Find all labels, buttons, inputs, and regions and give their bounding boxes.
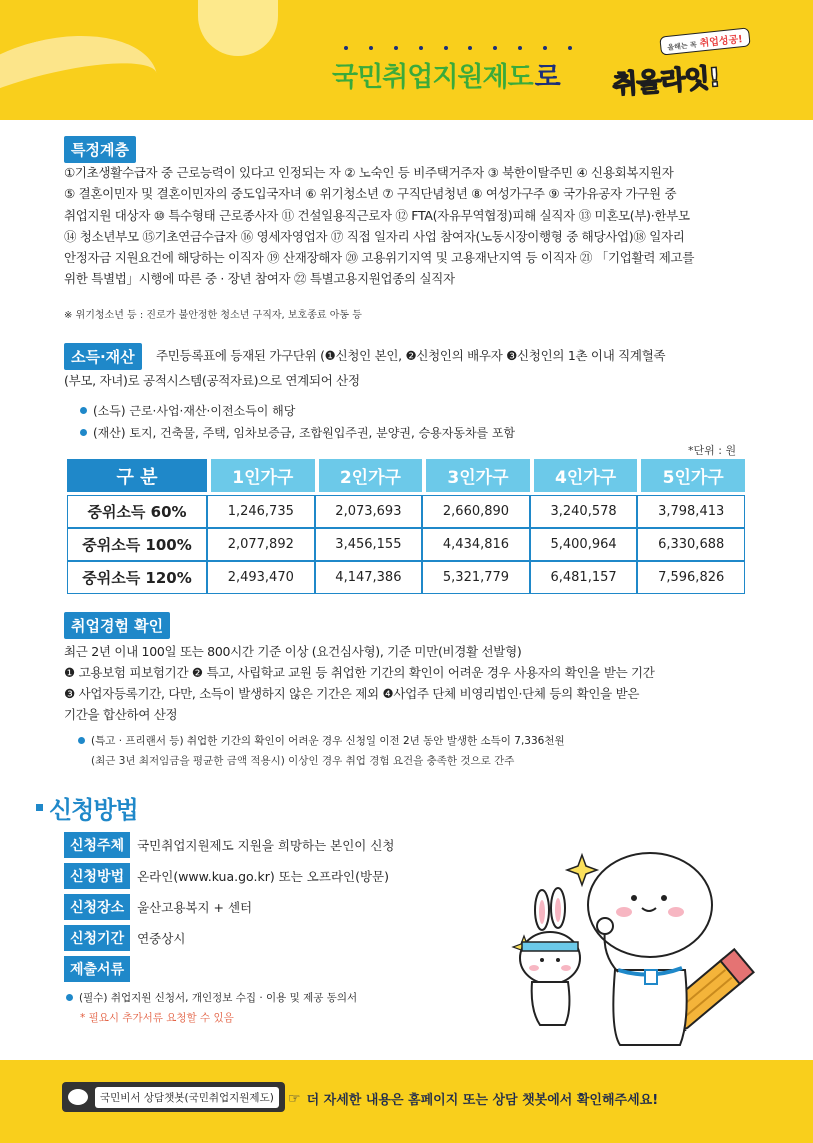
employment-bullet-cont: (최근 3년 최저임금을 평균한 금액 적용시) 이상인 경우 취업 경험 요건을 충족한 것으로 간주 bbox=[91, 755, 515, 767]
row-label: 신청기간 bbox=[64, 925, 130, 951]
table-cell: 2,493,470 bbox=[207, 561, 315, 594]
income-line1: 주민등록표에 등재된 가구단위 (❶신청인 본인, ❷신청인의 배우자 ❸신청인의 1촌 이내 직계혈족 bbox=[156, 348, 666, 363]
title-dots bbox=[344, 46, 572, 52]
page-title bbox=[332, 55, 561, 94]
apply-row bbox=[64, 894, 252, 920]
mascot-illustration bbox=[510, 850, 770, 1050]
row-value: 연중상시 bbox=[137, 931, 186, 946]
apply-row bbox=[64, 956, 137, 982]
unit-note: *단위 : 원 bbox=[688, 444, 737, 457]
chatbot-label: 국민비서 상담챗봇(국민취업지원제도) bbox=[95, 1087, 279, 1108]
docs-bullet bbox=[66, 990, 357, 1005]
bullet-dot bbox=[80, 407, 87, 414]
income-bullet bbox=[80, 424, 515, 441]
decorative-swoosh bbox=[0, 15, 171, 120]
text-line: 위한 특별법」시행에 따른 중 · 장년 참여자 ㉒ 특별고용지원업종의 실직자 bbox=[64, 271, 455, 287]
header-cell: 4인가구 bbox=[530, 459, 638, 492]
table-cell: 2,073,693 bbox=[315, 495, 423, 528]
text-line: ⑭ 청소년부모 ⑮기초연금수급자 ⑯ 영세자영업자 ⑰ 직접 일자리 사업 참여자(노동시장이행형 중 해당사업)⑱ 일자리 bbox=[64, 228, 685, 244]
special-groups-note: ※ 위기청소년 등 : 진로가 불안정한 청소년 구직자, 보호종료 아동 등 bbox=[64, 310, 362, 321]
row-label: 신청방법 bbox=[64, 863, 130, 889]
row-value: 울산고용복지 + 센터 bbox=[137, 900, 253, 915]
table-cell: 4,434,816 bbox=[422, 528, 530, 561]
apply-section-title bbox=[36, 790, 138, 825]
table-row bbox=[67, 528, 745, 561]
special-groups-text bbox=[64, 162, 764, 290]
text-line: ①기초생활수급자 중 근로능력이 있다고 인정되는 자 ② 노숙인 등 비주택거주자 ③ 북한이탈주민 ④ 신용회복지원자 bbox=[64, 165, 674, 180]
bullet-text: (소득) 근로·사업·재산·이전소득이 해당 bbox=[93, 404, 296, 418]
row-value: 국민취업지원제도 지원을 희망하는 본인이 신청 bbox=[137, 838, 395, 853]
logo-text: 취올라잇! bbox=[611, 63, 721, 101]
table-row bbox=[67, 561, 745, 594]
docs-note: * 필요시 추가서류 요청할 수 있음 bbox=[80, 1012, 234, 1024]
row-label: 제출서류 bbox=[64, 956, 130, 982]
row-header: 중위소득 100% bbox=[67, 528, 207, 561]
row-header: 중위소득 120% bbox=[67, 561, 207, 594]
square-icon bbox=[36, 804, 43, 811]
income-bullet bbox=[80, 402, 295, 419]
table-cell: 3,240,578 bbox=[530, 495, 638, 528]
table-cell: 7,596,826 bbox=[637, 561, 745, 594]
text-line: 취업지원 대상자 ⑩ 특수형태 근로종사자 ⑪ 건설일용직근로자 ⑫ FTA(자유무역협정)피해 실직자 ⑬ 미혼모(부)·한부모 bbox=[64, 207, 690, 223]
header-cell: 구 분 bbox=[67, 459, 207, 492]
text-line: ❸ 사업자등록기간, 다만, 소득이 발생하지 않은 기간은 제외 ❹사업주 단체 비영리법인·단체 등의 확인을 받은 bbox=[64, 686, 640, 701]
header-cell: 1인가구 bbox=[207, 459, 315, 492]
income-table bbox=[67, 459, 745, 594]
bullet-text: (재산) 토지, 건축물, 주택, 임차보증금, 조합원입주권, 분양권, 승용자동차를 포함 bbox=[93, 426, 516, 440]
bullet-dot bbox=[78, 737, 85, 744]
income-badge bbox=[64, 343, 142, 370]
bullet-dot bbox=[80, 429, 87, 436]
table-cell: 2,660,890 bbox=[422, 495, 530, 528]
employment-text bbox=[64, 641, 784, 725]
employment-badge bbox=[64, 612, 170, 639]
table-cell: 6,330,688 bbox=[637, 528, 745, 561]
title-main: 국민취업지원제도 bbox=[332, 62, 533, 93]
apply-row bbox=[64, 925, 185, 951]
badge-label: 특정계층 bbox=[64, 136, 136, 163]
header-cell: 5인가구 bbox=[637, 459, 745, 492]
section-title-text: 신청방법 bbox=[49, 796, 138, 824]
badge-label: 취업경험 확인 bbox=[64, 612, 170, 639]
chatbot-button[interactable] bbox=[62, 1082, 285, 1112]
header-cell: 3인가구 bbox=[422, 459, 530, 492]
row-value: 온라인(www.kua.go.kr) 또는 오프라인(방문) bbox=[137, 869, 390, 884]
footer-message bbox=[288, 1089, 658, 1108]
text-line: ❶ 고용보험 피보험기간 ❷ 특고, 사립학교 교원 등 취업한 기간의 확인이 어려운 경우 사용자의 확인을 받는 기간 bbox=[64, 665, 655, 680]
table-row bbox=[67, 495, 745, 528]
special-groups-badge bbox=[64, 136, 136, 163]
chat-bubble-icon bbox=[68, 1089, 88, 1105]
tagline-text: 취업성공! bbox=[699, 34, 744, 50]
apply-row bbox=[64, 863, 389, 889]
title-suffix: 로 bbox=[534, 62, 561, 93]
table-cell: 1,246,735 bbox=[207, 495, 315, 528]
decorative-blob bbox=[198, 0, 278, 56]
table-cell: 2,077,892 bbox=[207, 528, 315, 561]
header-cell: 2인가구 bbox=[315, 459, 423, 492]
table-cell: 5,321,779 bbox=[422, 561, 530, 594]
bullet-text: (특고 · 프리랜서 등) 취업한 기간의 확인이 어려운 경우 신청일 이전 2년 동안 발생한 소득이 7,336천원 bbox=[91, 735, 565, 747]
row-header: 중위소득 60% bbox=[67, 495, 207, 528]
footer-message-text: 더 자세한 내용은 홈페이지 또는 상담 챗봇에서 확인해주세요! bbox=[306, 1093, 659, 1108]
table-cell: 3,456,155 bbox=[315, 528, 423, 561]
text-line: 기간을 합산하여 산정 bbox=[64, 707, 178, 722]
table-header-row bbox=[67, 459, 745, 492]
table-cell: 3,798,413 bbox=[637, 495, 745, 528]
header-banner bbox=[0, 0, 813, 120]
apply-row bbox=[64, 832, 395, 858]
text-line: 최근 2년 이내 100일 또는 800시간 기준 이상 (요건심사형), 기준 미만(비경활 선발형) bbox=[64, 644, 522, 659]
table-cell: 6,481,157 bbox=[530, 561, 638, 594]
row-label: 신청장소 bbox=[64, 894, 130, 920]
brand-logo bbox=[611, 50, 744, 103]
bullet-text: (필수) 취업지원 신청서, 개인정보 수집 · 이용 및 제공 동의서 bbox=[79, 992, 358, 1004]
tagline-small: 올해는 꼭 bbox=[667, 40, 698, 52]
row-label: 신청주체 bbox=[64, 832, 130, 858]
table-cell: 5,400,964 bbox=[530, 528, 638, 561]
employment-bullet bbox=[78, 733, 565, 748]
text-line: 안정자금 지원요건에 해당하는 이직자 ⑲ 산재장해자 ⑳ 고용위기지역 및 고용재난지역 등 이직자 ㉑ 「기업활력 제고를 bbox=[64, 250, 695, 266]
bullet-dot bbox=[66, 994, 73, 1001]
pointing-hand-icon: ☞ bbox=[288, 1090, 301, 1107]
income-line2: (부모, 자녀)로 공적시스템(공적자료)으로 연계되어 산정 bbox=[64, 373, 360, 388]
table-cell: 4,147,386 bbox=[315, 561, 423, 594]
text-line: ⑤ 결혼이민자 및 결혼이민자의 중도입국자녀 ⑥ 위기청소년 ⑦ 구직단념청년 ⑧ 여성가구주 ⑨ 국가유공자 가구원 중 bbox=[64, 186, 677, 202]
badge-label: 소득·재산 bbox=[64, 343, 142, 370]
